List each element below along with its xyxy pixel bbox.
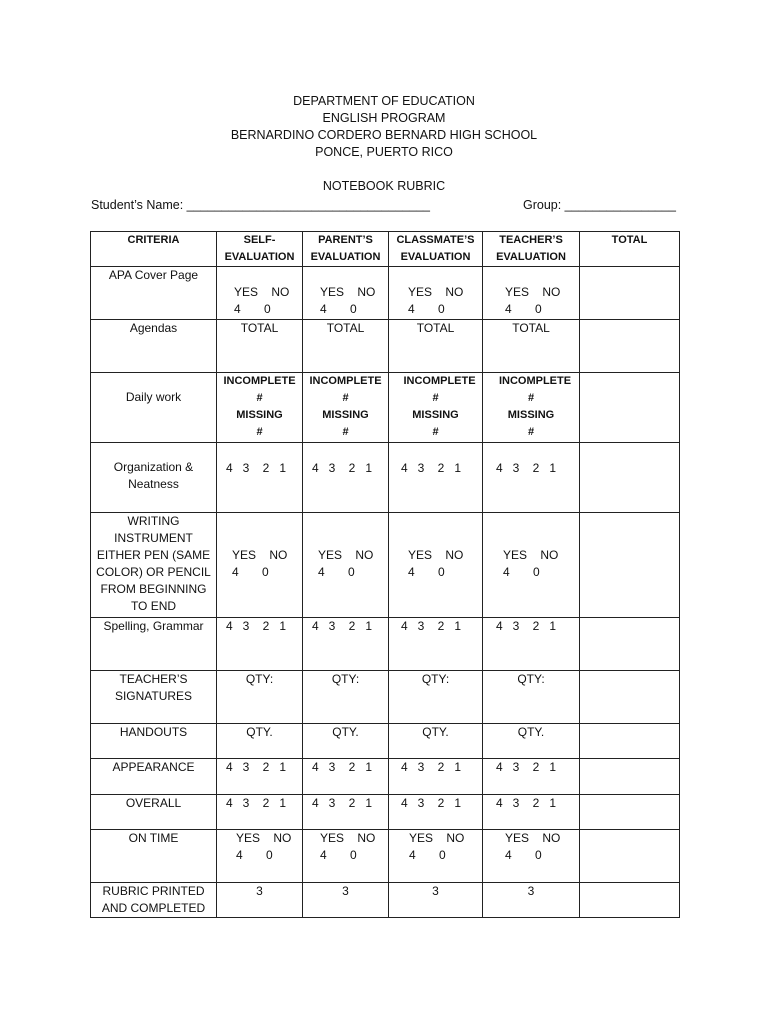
total-cell (580, 267, 680, 320)
table-row (91, 671, 680, 724)
rubric-table (90, 231, 680, 918)
criteria-teacher-signatures: TEACHER’S SIGNATURES (91, 671, 217, 724)
criteria-header: CRITERIA (91, 232, 217, 267)
teacher-cell: 4 3 2 1 (483, 443, 580, 513)
parent-cell: YES NO 4 0 (303, 830, 389, 883)
teacher-cell: INCOMPLETE # MISSING # (483, 373, 580, 443)
classmate-cell: 4 3 2 1 (389, 443, 483, 513)
table-row (91, 759, 680, 795)
self-cell: 4 3 2 1 (217, 443, 303, 513)
self-cell: 4 3 2 1 (217, 759, 303, 795)
self-cell: TOTAL (217, 320, 303, 373)
table-row (91, 883, 680, 918)
self-cell: INCOMPLETE # MISSING # (217, 373, 303, 443)
criteria-organization: Organization & Neatness (91, 443, 217, 513)
self-cell: YES NO 4 0 (217, 267, 303, 320)
teacher-cell: QTY. (483, 724, 580, 759)
table-row (91, 513, 680, 618)
table-row (91, 373, 680, 443)
criteria-spelling-grammar: Spelling, Grammar (91, 618, 217, 671)
total-cell (580, 618, 680, 671)
table-row (91, 795, 680, 830)
parent-evaluation-header: PARENT’S EVALUATION (303, 232, 389, 267)
table-row (91, 320, 680, 373)
parent-cell: 4 3 2 1 (303, 795, 389, 830)
total-cell (580, 759, 680, 795)
parent-cell: TOTAL (303, 320, 389, 373)
criteria-on-time: ON TIME (91, 830, 217, 883)
criteria-agendas: Agendas (91, 320, 217, 373)
parent-cell: YES NO 4 0 (303, 267, 389, 320)
classmate-evaluation-header: CLASSMATE’S EVALUATION (389, 232, 483, 267)
teacher-cell: YES NO 4 0 (483, 513, 580, 618)
classmate-cell: 3 (389, 883, 483, 918)
parent-cell: YES NO 4 0 (303, 513, 389, 618)
criteria-overall: OVERALL (91, 795, 217, 830)
teacher-cell: QTY: (483, 671, 580, 724)
criteria-handouts: HANDOUTS (91, 724, 217, 759)
teacher-cell: 4 3 2 1 (483, 795, 580, 830)
teacher-cell: TOTAL (483, 320, 580, 373)
self-cell: YES NO 4 0 (217, 830, 303, 883)
header-department: DEPARTMENT OF EDUCATION (293, 94, 475, 108)
teacher-cell: 3 (483, 883, 580, 918)
table-row (91, 724, 680, 759)
self-cell: YES NO 4 0 (217, 513, 303, 618)
self-cell: QTY: (217, 671, 303, 724)
header-school: BERNARDINO CORDERO BERNARD HIGH SCHOOL (230, 128, 538, 142)
total-header: TOTAL (580, 232, 680, 267)
document-header (0, 93, 768, 161)
classmate-cell: 4 3 2 1 (389, 618, 483, 671)
self-evaluation-header: SELF- EVALUATION (217, 232, 303, 267)
total-cell (580, 443, 680, 513)
parent-cell: QTY: (303, 671, 389, 724)
header-location: PONCE, PUERTO RICO (315, 145, 453, 159)
self-cell: 3 (217, 883, 303, 918)
table-row (91, 267, 680, 320)
self-cell: 4 3 2 1 (217, 795, 303, 830)
classmate-cell: YES NO 4 0 (389, 830, 483, 883)
total-cell (580, 320, 680, 373)
classmate-cell: YES NO 4 0 (389, 513, 483, 618)
total-cell (580, 830, 680, 883)
parent-cell: 4 3 2 1 (303, 443, 389, 513)
parent-cell: QTY. (303, 724, 389, 759)
teacher-cell: YES NO 4 0 (483, 830, 580, 883)
self-cell: 4 3 2 1 (217, 618, 303, 671)
self-cell: QTY. (217, 724, 303, 759)
classmate-cell: 4 3 2 1 (389, 795, 483, 830)
classmate-cell: INCOMPLETE # MISSING # (389, 373, 483, 443)
total-cell (580, 795, 680, 830)
rubric-title: NOTEBOOK RUBRIC (322, 179, 446, 193)
parent-cell: 4 3 2 1 (303, 759, 389, 795)
criteria-appearance: APPEARANCE (91, 759, 217, 795)
table-row (91, 443, 680, 513)
table-row (91, 830, 680, 883)
parent-cell: 3 (303, 883, 389, 918)
total-cell (580, 671, 680, 724)
classmate-cell: QTY. (389, 724, 483, 759)
student-name-field: Student’s Name: ___________________________________ (91, 198, 430, 212)
criteria-daily-work: Daily work (91, 373, 217, 443)
criteria-writing-instrument: WRITING INSTRUMENT EITHER PEN (SAME COLOR) OR PENCIL FROM BEGINNING TO END (91, 513, 217, 618)
parent-cell: INCOMPLETE # MISSING # (303, 373, 389, 443)
teacher-cell: 4 3 2 1 (483, 618, 580, 671)
teacher-cell: YES NO 4 0 (483, 267, 580, 320)
total-cell (580, 724, 680, 759)
criteria-apa: APA Cover Page (91, 267, 217, 320)
classmate-cell: 4 3 2 1 (389, 759, 483, 795)
table-row (91, 618, 680, 671)
teacher-cell: 4 3 2 1 (483, 759, 580, 795)
group-field: Group: ________________ (523, 198, 676, 212)
classmate-cell: QTY: (389, 671, 483, 724)
teacher-evaluation-header: TEACHER’S EVALUATION (483, 232, 580, 267)
total-cell (580, 373, 680, 443)
total-cell (580, 883, 680, 918)
parent-cell: 4 3 2 1 (303, 618, 389, 671)
table-header-row (91, 232, 680, 267)
criteria-rubric-printed: RUBRIC PRINTED AND COMPLETED (91, 883, 217, 918)
header-program: ENGLISH PROGRAM (322, 111, 446, 125)
classmate-cell: TOTAL (389, 320, 483, 373)
classmate-cell: YES NO 4 0 (389, 267, 483, 320)
total-cell (580, 513, 680, 618)
